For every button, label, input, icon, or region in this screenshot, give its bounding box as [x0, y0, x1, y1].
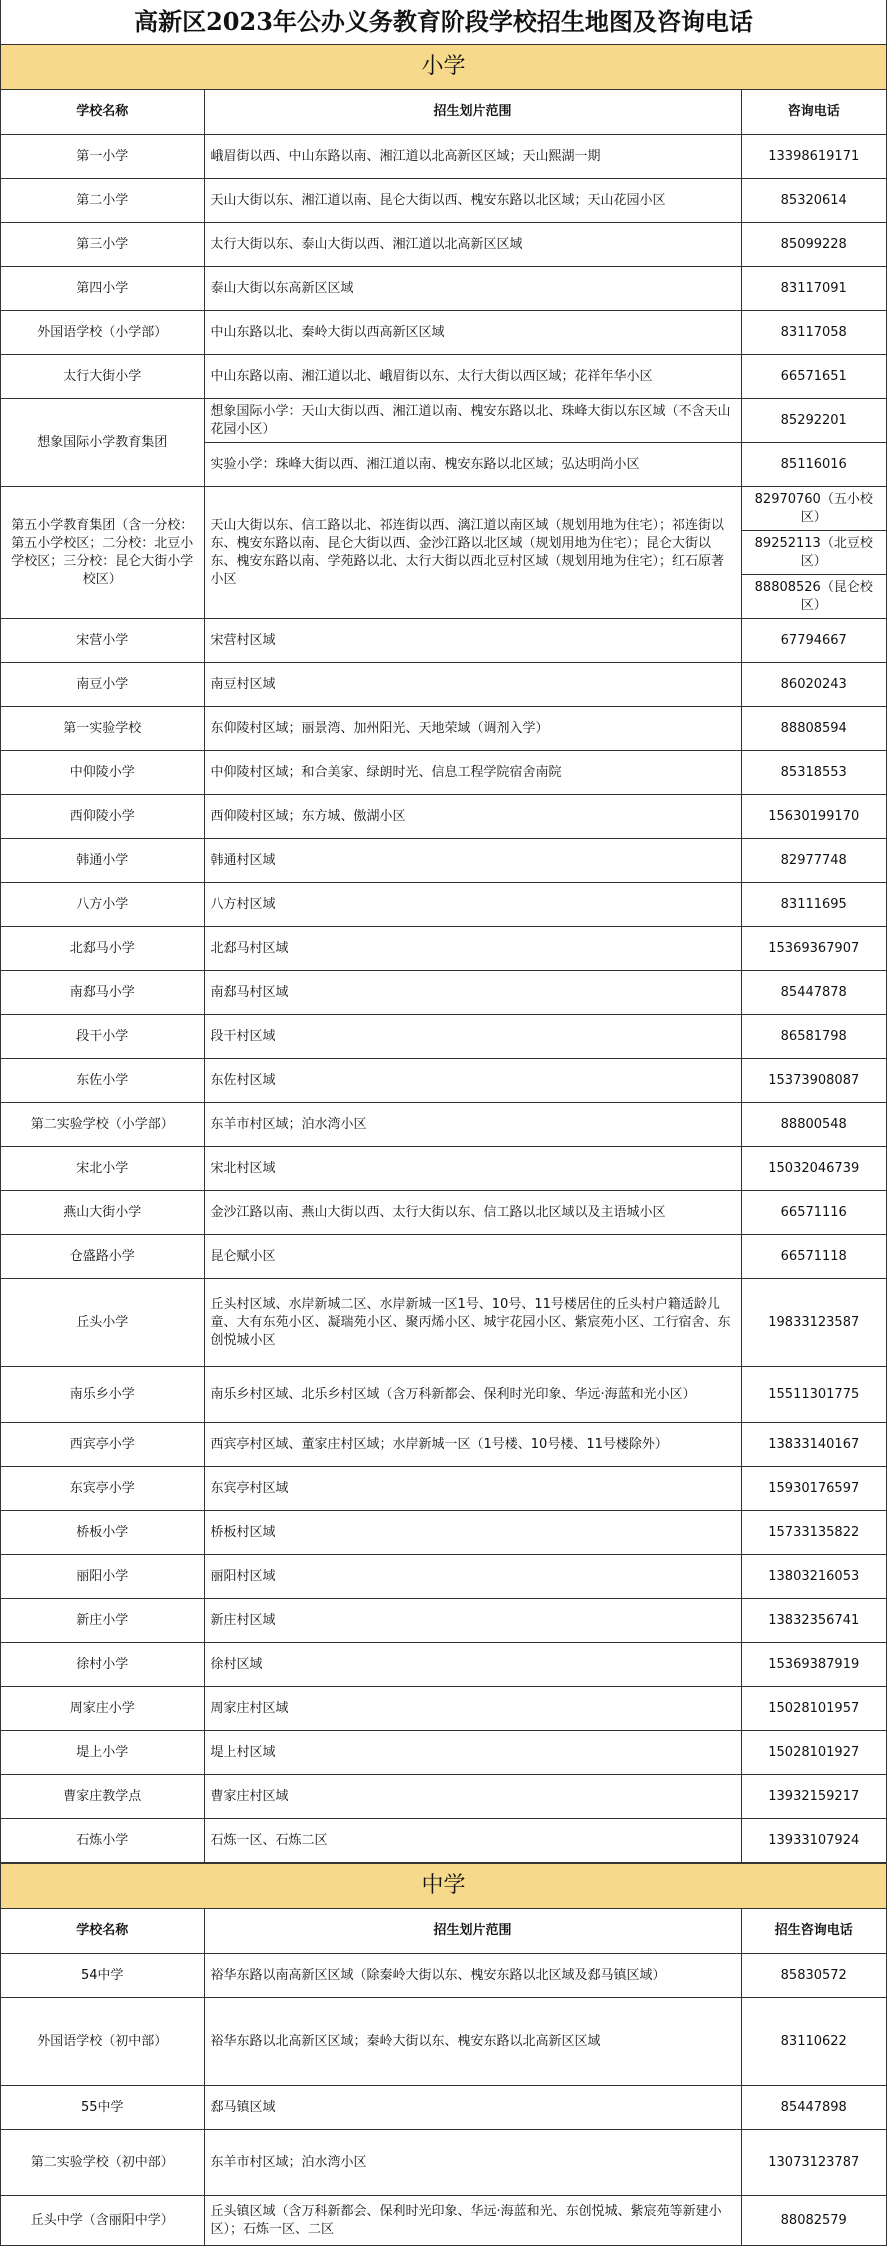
enrollment-range: 中山东路以南、湘江道以北、峨眉街以东、太行大街以西区域；花祥年华小区	[204, 355, 741, 399]
phone-number: 88082579	[741, 2196, 886, 2246]
school-name: 太行大街小学	[1, 355, 204, 399]
phone-number: 13073123787	[741, 2130, 886, 2196]
enrollment-range: 峨眉街以西、中山东路以南、湘江道以北高新区区域；天山熙湖一期	[204, 135, 741, 179]
table-row	[1, 1103, 886, 1147]
table-row	[1, 1015, 886, 1059]
phone-number: 85099228	[741, 223, 886, 267]
enrollment-range: 堤上村区域	[204, 1731, 741, 1775]
table-row	[1, 1954, 886, 1998]
phone-number: 15930176597	[741, 1467, 886, 1511]
table-row	[1, 1511, 886, 1555]
phone-number: 15630199170	[741, 795, 886, 839]
enrollment-range: 新庄村区域	[204, 1599, 741, 1643]
school-name: 丘头小学	[1, 1279, 204, 1367]
table-row	[1, 135, 886, 179]
table-row	[1, 311, 886, 355]
phone-number: 13933107924	[741, 1819, 886, 1863]
phone-number: 13932159217	[741, 1775, 886, 1819]
table-row	[1, 707, 886, 751]
table-row	[1, 1819, 886, 1863]
school-name: 第四小学	[1, 267, 204, 311]
table-row	[1, 2086, 886, 2130]
table-row	[1, 1279, 886, 1367]
table-row	[1, 267, 886, 311]
phone-number: 66571651	[741, 355, 886, 399]
school-name: 桥板小学	[1, 1511, 204, 1555]
phone-number: 86581798	[741, 1015, 886, 1059]
school-name: 54中学	[1, 1954, 204, 1998]
school-name: 堤上小学	[1, 1731, 204, 1775]
enrollment-range: 宋北村区域	[204, 1147, 741, 1191]
table-header-row	[1, 90, 886, 135]
enrollment-range: 丘头村区域、水岸新城二区、水岸新城一区1号、10号、11号楼居住的丘头村户籍适龄儿童、大有东苑小区、凝瑞苑小区、聚丙烯小区、城宇花园小区、紫宸苑小区、工行宿舍、东创悦城小区	[204, 1279, 741, 1367]
school-name: 新庄小学	[1, 1599, 204, 1643]
table-row	[1, 751, 886, 795]
table-row	[1, 1367, 886, 1423]
phone-number: 15032046739	[741, 1147, 886, 1191]
enrollment-range: 东宾亭村区域	[204, 1467, 741, 1511]
table-row	[1, 1687, 886, 1731]
table-row	[1, 2130, 886, 2196]
table-row	[1, 1467, 886, 1511]
school-name: 第二实验学校（初中部）	[1, 2130, 204, 2196]
enrollment-range: 东佐村区域	[204, 1059, 741, 1103]
school-name: 周家庄小学	[1, 1687, 204, 1731]
enrollment-range: 裕华东路以南高新区区域（除秦岭大街以东、槐安东路以北区域及郄马镇区域）	[204, 1954, 741, 1998]
enrollment-range: 金沙江路以南、燕山大街以西、太行大街以东、信工路以北区域以及主语城小区	[204, 1191, 741, 1235]
table-row	[1, 1643, 886, 1687]
table-row	[1, 1191, 886, 1235]
phone-number: 83111695	[741, 883, 886, 927]
phone-number: 89252113（北豆校区）	[741, 531, 886, 575]
phone-number: 83110622	[741, 1998, 886, 2086]
table-row	[1, 1147, 886, 1191]
phone-number: 86020243	[741, 663, 886, 707]
school-name: 第二实验学校（小学部）	[1, 1103, 204, 1147]
school-name: 韩通小学	[1, 839, 204, 883]
table-row	[1, 927, 886, 971]
table-header-row	[1, 1909, 886, 1954]
table-row	[1, 179, 886, 223]
phone-number: 82970760（五小校区）	[741, 487, 886, 531]
table-row	[1, 1423, 886, 1467]
phone-number: 19833123587	[741, 1279, 886, 1367]
phone-number: 85447878	[741, 971, 886, 1015]
column-header-range: 招生划片范围	[204, 90, 741, 135]
enrollment-range: 周家庄村区域	[204, 1687, 741, 1731]
phone-number: 15028101957	[741, 1687, 886, 1731]
enrollment-range: 南豆村区域	[204, 663, 741, 707]
enrollment-range: 南郄马村区域	[204, 971, 741, 1015]
enrollment-range: 郄马镇区域	[204, 2086, 741, 2130]
school-name: 南豆小学	[1, 663, 204, 707]
table-row	[1, 1059, 886, 1103]
enrollment-range: 太行大街以东、泰山大街以西、湘江道以北高新区区域	[204, 223, 741, 267]
table-row	[1, 883, 886, 927]
school-name: 第一实验学校	[1, 707, 204, 751]
enrollment-range: 想象国际小学：天山大街以西、湘江道以南、槐安东路以北、珠峰大街以东区域（不含天山花园小区）	[204, 399, 741, 443]
section-middle-header: 中学	[1, 1863, 886, 1909]
phone-number: 82977748	[741, 839, 886, 883]
table-row	[1, 663, 886, 707]
phone-number: 85292201	[741, 399, 886, 443]
school-name: 东宾亭小学	[1, 1467, 204, 1511]
enrollment-range: 丽阳村区域	[204, 1555, 741, 1599]
table-row	[1, 1599, 886, 1643]
enrollment-range: 中仰陵村区域；和合美家、绿朗时光、信息工程学院宿舍南院	[204, 751, 741, 795]
school-name: 第二小学	[1, 179, 204, 223]
enrollment-range: 西宾亭村区域、董家庄村区域；水岸新城一区（1号楼、10号楼、11号楼除外）	[204, 1423, 741, 1467]
table-row	[1, 839, 886, 883]
phone-number: 85447898	[741, 2086, 886, 2130]
school-name: 石炼小学	[1, 1819, 204, 1863]
school-name: 燕山大街小学	[1, 1191, 204, 1235]
phone-number: 66571118	[741, 1235, 886, 1279]
phone-number: 15511301775	[741, 1367, 886, 1423]
phone-number: 85116016	[741, 443, 886, 487]
table-row	[1, 355, 886, 399]
school-name: 北郄马小学	[1, 927, 204, 971]
school-name: 宋北小学	[1, 1147, 204, 1191]
school-name: 徐村小学	[1, 1643, 204, 1687]
enrollment-range: 实验小学：珠峰大街以西、湘江道以南、槐安东路以北区域；弘达明尚小区	[204, 443, 741, 487]
school-name: 外国语学校（小学部）	[1, 311, 204, 355]
enrollment-range: 南乐乡村区域、北乐乡村区域（含万科新都会、保利时光印象、华远·海蓝和光小区）	[204, 1367, 741, 1423]
middle-school-table	[1, 1909, 886, 2246]
enrollment-range: 中山东路以北、秦岭大街以西高新区区域	[204, 311, 741, 355]
table-row	[1, 487, 886, 531]
phone-number: 85830572	[741, 1954, 886, 1998]
school-name: 外国语学校（初中部）	[1, 1998, 204, 2086]
school-name: 第五小学教育集团（含一分校：第五小学校区；二分校：北豆小学校区；三分校：昆仑大街小学校区）	[1, 487, 204, 619]
column-header-phone: 招生咨询电话	[741, 1909, 886, 1954]
phone-number: 13832356741	[741, 1599, 886, 1643]
school-name: 第三小学	[1, 223, 204, 267]
column-header-school: 学校名称	[1, 90, 204, 135]
school-name: 段干小学	[1, 1015, 204, 1059]
enrollment-range: 丘头镇区域（含万科新都会、保利时光印象、华远·海蓝和光、东创悦城、紫宸苑等新建小区）；石炼一区、二区	[204, 2196, 741, 2246]
section-primary-header: 小学	[1, 45, 886, 90]
enrollment-range: 段干村区域	[204, 1015, 741, 1059]
school-name: 南乐乡小学	[1, 1367, 204, 1423]
page-title: 高新区2023年公办义务教育阶段学校招生地图及咨询电话	[1, 0, 886, 45]
table-row	[1, 1731, 886, 1775]
phone-number: 15369387919	[741, 1643, 886, 1687]
phone-number: 83117058	[741, 311, 886, 355]
enrollment-range: 八方村区域	[204, 883, 741, 927]
table-row	[1, 1998, 886, 2086]
enrollment-range: 东仰陵村区域；丽景湾、加州阳光、天地荣域（调剂入学）	[204, 707, 741, 751]
phone-number: 88800548	[741, 1103, 886, 1147]
enrollment-range: 天山大街以东、信工路以北、祁连街以西、漓江道以南区域（规划用地为住宅）；祁连街以东、槐安东路以南、昆仑大街以西、金沙江路以北区域（规划用地为住宅）；昆仑大街以东、槐安东路以南、学苑路以北、太行大街以西北豆村区域（规划用地为住宅）；红石原著小区	[204, 487, 741, 619]
enrollment-range: 桥板村区域	[204, 1511, 741, 1555]
table-row	[1, 795, 886, 839]
school-name: 仓盛路小学	[1, 1235, 204, 1279]
phone-number: 15373908087	[741, 1059, 886, 1103]
table-row	[1, 971, 886, 1015]
enrollment-range: 天山大街以东、湘江道以南、昆仑大街以西、槐安东路以北区域；天山花园小区	[204, 179, 741, 223]
phone-number: 15028101927	[741, 1731, 886, 1775]
enrollment-range: 昆仑赋小区	[204, 1235, 741, 1279]
school-name: 宋营小学	[1, 619, 204, 663]
school-name: 想象国际小学教育集团	[1, 399, 204, 487]
table-row	[1, 399, 886, 443]
school-name: 东佐小学	[1, 1059, 204, 1103]
school-name: 曹家庄教学点	[1, 1775, 204, 1819]
school-name: 西仰陵小学	[1, 795, 204, 839]
enrollment-range: 泰山大街以东高新区区域	[204, 267, 741, 311]
table-row	[1, 1775, 886, 1819]
enrollment-range: 宋营村区域	[204, 619, 741, 663]
phone-number: 13398619171	[741, 135, 886, 179]
enrollment-range: 徐村区域	[204, 1643, 741, 1687]
phone-number: 83117091	[741, 267, 886, 311]
phone-number: 13833140167	[741, 1423, 886, 1467]
phone-number: 15733135822	[741, 1511, 886, 1555]
column-header-school: 学校名称	[1, 1909, 204, 1954]
school-name: 丽阳小学	[1, 1555, 204, 1599]
school-name: 第一小学	[1, 135, 204, 179]
enrollment-range: 裕华东路以北高新区区域；秦岭大街以东、槐安东路以北高新区区域	[204, 1998, 741, 2086]
table-row	[1, 1555, 886, 1599]
school-name: 八方小学	[1, 883, 204, 927]
phone-number: 85320614	[741, 179, 886, 223]
school-name: 丘头中学（含丽阳中学）	[1, 2196, 204, 2246]
enrollment-range: 东羊市村区域；泊水湾小区	[204, 1103, 741, 1147]
enrollment-range: 北郄马村区域	[204, 927, 741, 971]
enrollment-range: 西仰陵村区域；东方城、傲湖小区	[204, 795, 741, 839]
phone-number: 85318553	[741, 751, 886, 795]
table-row	[1, 619, 886, 663]
column-header-range: 招生划片范围	[204, 1909, 741, 1954]
enrollment-range: 韩通村区域	[204, 839, 741, 883]
enrollment-range: 曹家庄村区域	[204, 1775, 741, 1819]
phone-number: 88808594	[741, 707, 886, 751]
column-header-phone: 咨询电话	[741, 90, 886, 135]
table-row	[1, 223, 886, 267]
table-row	[1, 1235, 886, 1279]
primary-school-table	[1, 90, 886, 1863]
phone-number: 67794667	[741, 619, 886, 663]
table-row	[1, 2196, 886, 2246]
school-name: 南郄马小学	[1, 971, 204, 1015]
phone-number: 88808526（昆仑校区）	[741, 575, 886, 619]
school-name: 西宾亭小学	[1, 1423, 204, 1467]
enrollment-range: 石炼一区、石炼二区	[204, 1819, 741, 1863]
school-name: 55中学	[1, 2086, 204, 2130]
phone-number: 66571116	[741, 1191, 886, 1235]
school-name: 中仰陵小学	[1, 751, 204, 795]
enrollment-range: 东羊市村区域；泊水湾小区	[204, 2130, 741, 2196]
phone-number: 15369367907	[741, 927, 886, 971]
phone-number: 13803216053	[741, 1555, 886, 1599]
